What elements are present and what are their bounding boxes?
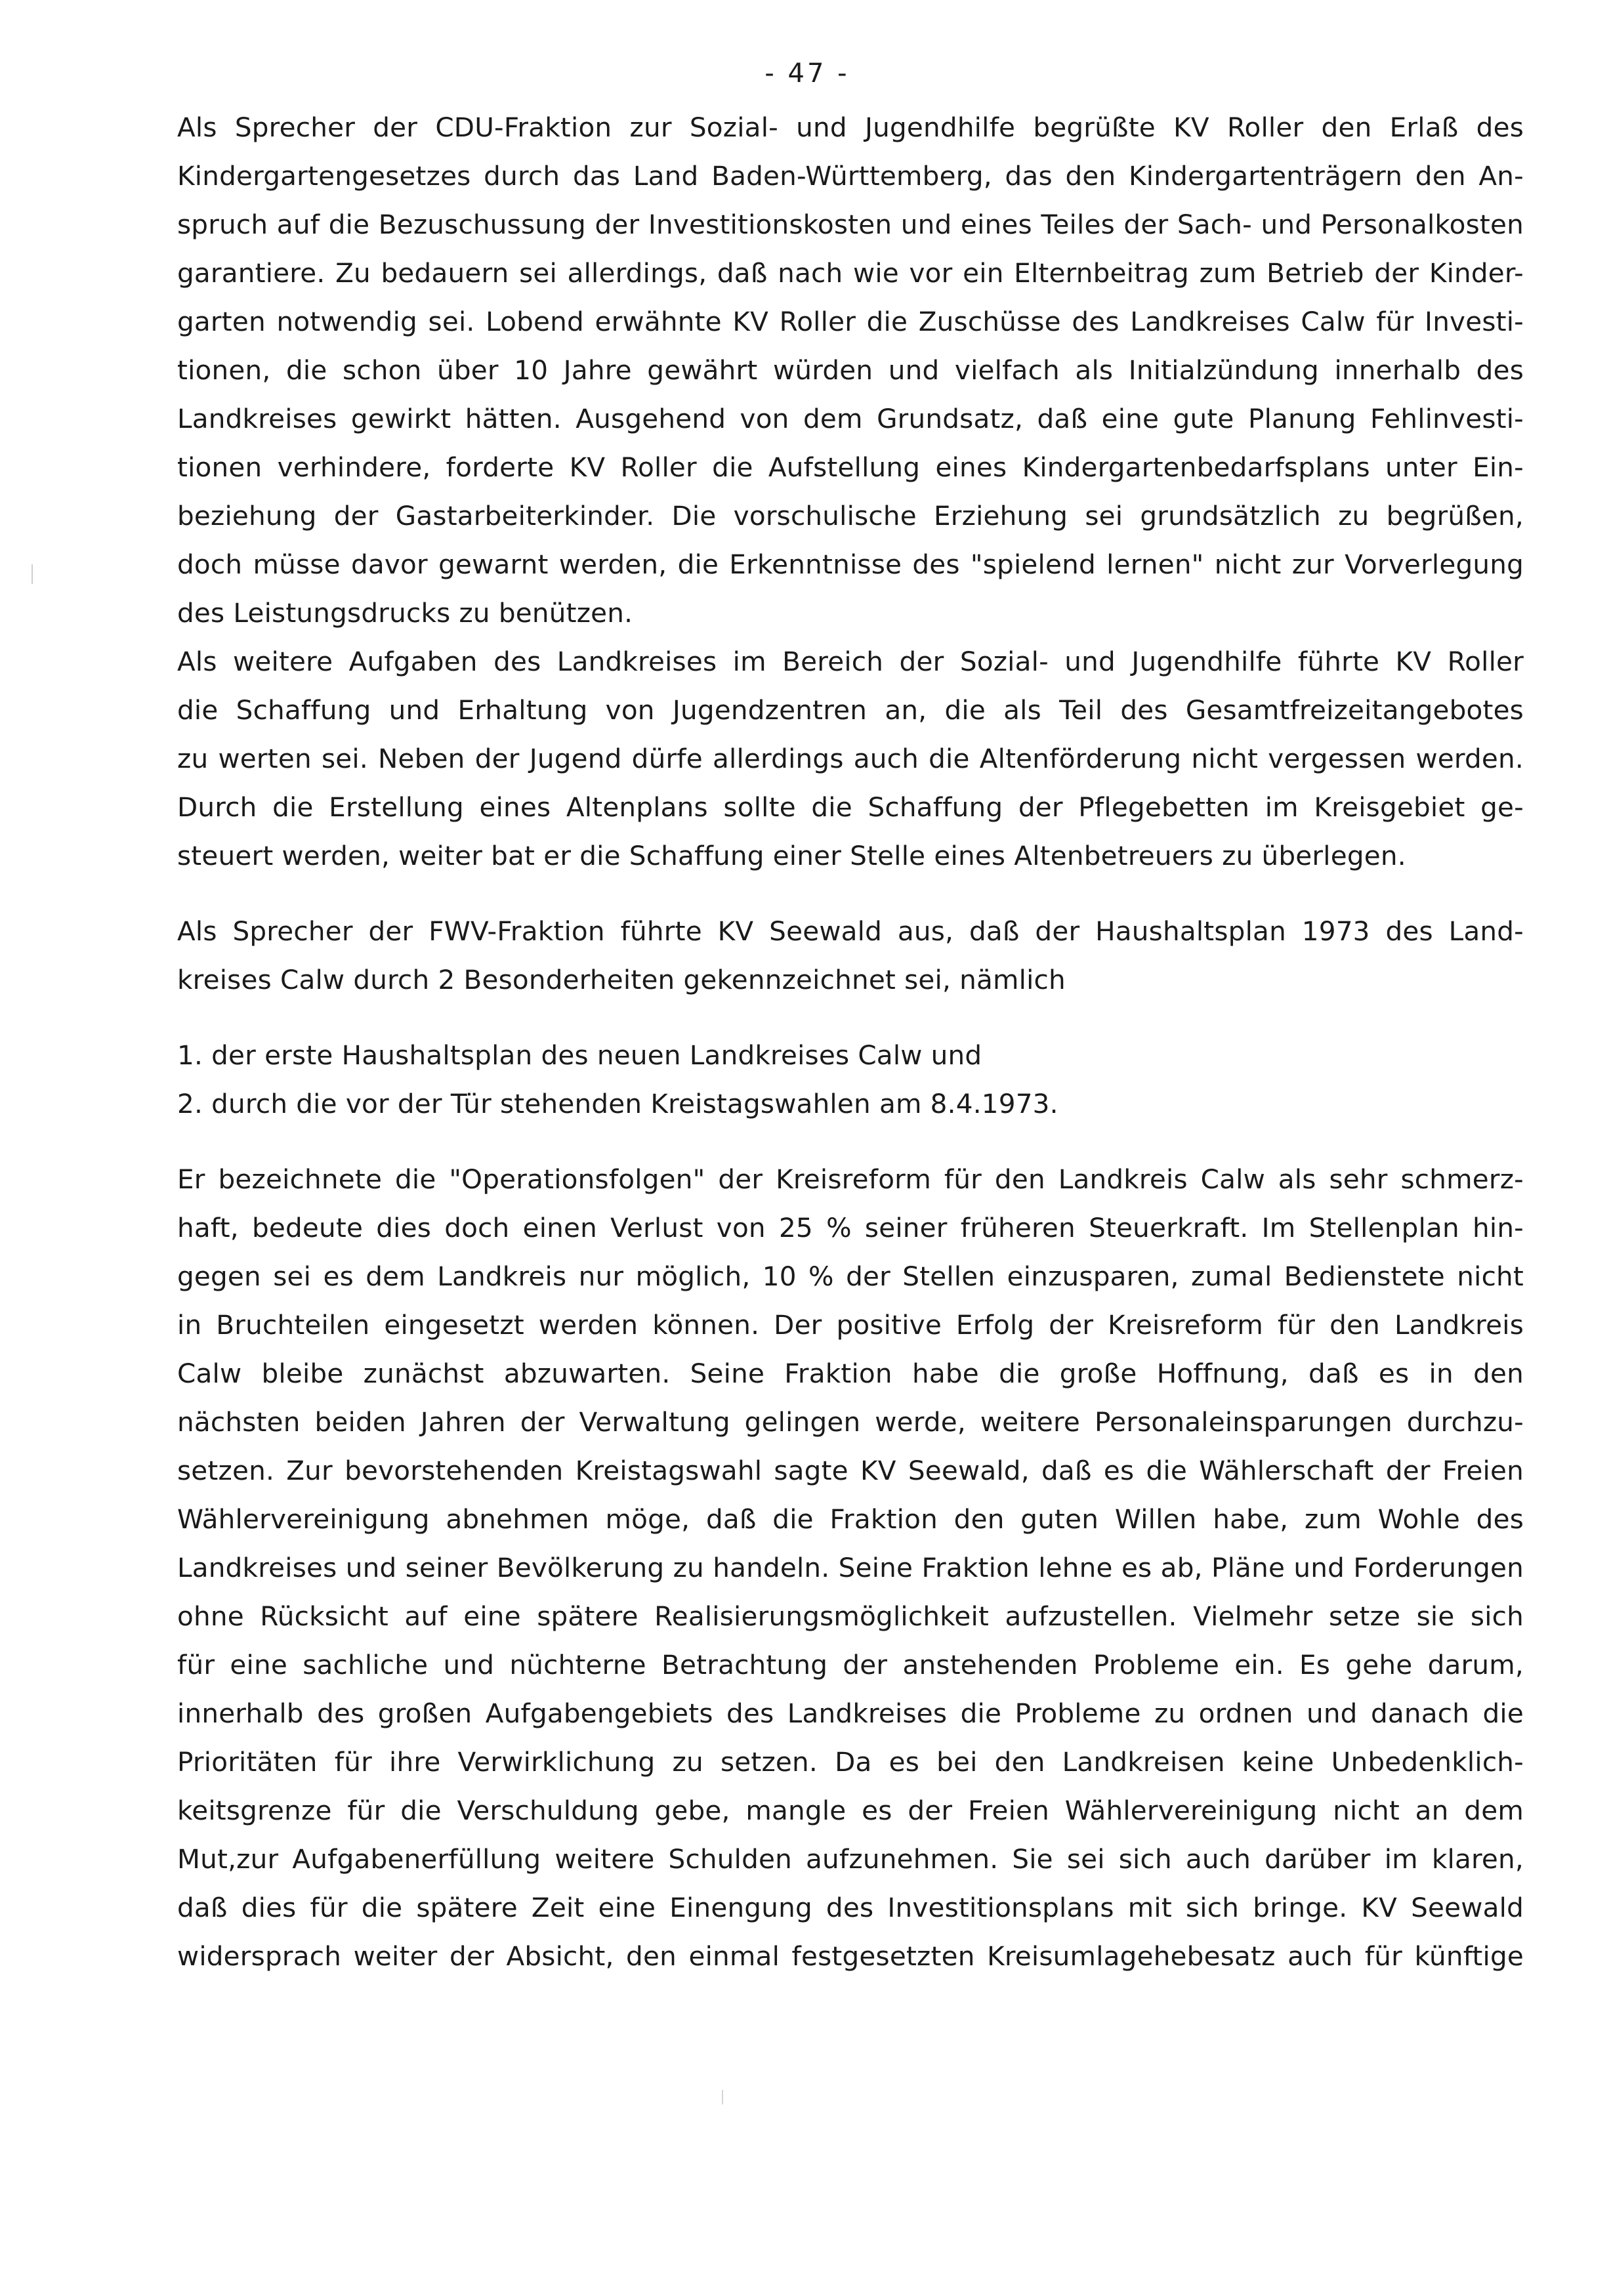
text-line: Prioritäten für ihre Verwirklichung zu setzen. Da es bei den Landkreisen keine Unbedenklich- (177, 1746, 1524, 1778)
list-item: 2. durch die vor der Tür stehenden Kreistagswahlen am 8.4.1973. (177, 1088, 1058, 1119)
text-line: Durch die Erstellung eines Altenplans sollte die Schaffung der Pflegebetten im Kreisgebiet ge- (177, 791, 1524, 823)
text-line: tionen, die schon über 10 Jahre gewährt würden und vielfach als Initialzündung innerhalb des (177, 354, 1524, 386)
text-line: die Schaffung und Erhaltung von Jugendzentren an, die als Teil des Gesamtfreizeitangebotes (177, 694, 1524, 726)
text-line: in Bruchteilen eingesetzt werden können. Der positive Erfolg der Kreisreform für den Landkreis (177, 1309, 1524, 1341)
text-line: Mut,zur Aufgabenerfüllung weitere Schulden aufzunehmen. Sie sei sich auch darüber im klaren, (177, 1843, 1524, 1875)
text-line: doch müsse davor gewarnt werden, die Erkenntnisse des "spielend lernen" nicht zur Vorverlegung (177, 549, 1524, 580)
text-line: setzen. Zur bevorstehenden Kreistagswahl sagte KV Seewald, daß es die Wählerschaft der Freien (177, 1455, 1524, 1486)
text-line: daß dies für die spätere Zeit eine Einengung des Investitionsplans mit sich bringe. KV Seewald (177, 1892, 1524, 1923)
text-line: gegen sei es dem Landkreis nur möglich, 10 % der Stellen einzusparen, zumal Bedienstete nicht (177, 1261, 1524, 1292)
page-number: - 47 - (764, 58, 850, 89)
text-line: zu werten sei. Neben der Jugend dürfe allerdings auch die Altenförderung nicht vergessen werden. (177, 743, 1524, 774)
text-line: Als Sprecher der FWV-Fraktion führte KV Seewald aus, daß der Haushaltsplan 1973 des Land- (177, 915, 1524, 947)
text-line: beziehung der Gastarbeiterkinder. Die vorschulische Erziehung sei grundsätzlich zu begrüßen, (177, 500, 1524, 532)
text-line: Als weitere Aufgaben des Landkreises im Bereich der Sozial- und Jugendhilfe führte KV Roller (177, 646, 1524, 677)
text-line: kreises Calw durch 2 Besonderheiten gekennzeichnet sei, nämlich (177, 964, 1066, 995)
text-line: garten notwendig sei. Lobend erwähnte KV Roller die Zuschüsse des Landkreises Calw für Investi- (177, 306, 1524, 337)
text-line: des Leistungsdrucks zu benützen. (177, 597, 633, 629)
text-line: für eine sachliche und nüchterne Betrachtung der anstehenden Probleme ein. Es gehe darum, (177, 1649, 1524, 1680)
text-line: nächsten beiden Jahren der Verwaltung gelingen werde, weitere Personaleinsparungen durchzu- (177, 1406, 1524, 1438)
margin-mark (31, 564, 33, 584)
text-line: Wählervereinigung abnehmen möge, daß die Fraktion den guten Willen habe, zum Wohle des (177, 1503, 1524, 1535)
text-line: Kindergartengesetzes durch das Land Baden-Württemberg, das den Kindergartenträgern den An- (177, 160, 1524, 192)
scan-mark (722, 2090, 723, 2104)
text-line: Calw bleibe zunächst abzuwarten. Seine Fraktion habe die große Hoffnung, daß es in den (177, 1358, 1524, 1389)
text-line: Landkreises und seiner Bevölkerung zu handeln. Seine Fraktion lehne es ab, Pläne und Forderungen (177, 1552, 1524, 1583)
text-line: widersprach weiter der Absicht, den einmal festgesetzten Kreisumlagehebesatz auch für künftige (177, 1940, 1524, 1972)
text-line: Als Sprecher der CDU-Fraktion zur Sozial- und Jugendhilfe begrüßte KV Roller den Erlaß des (177, 112, 1524, 143)
text-line: steuert werden, weiter bat er die Schaffung einer Stelle eines Altenbetreuers zu überlegen. (177, 840, 1406, 871)
text-line: spruch auf die Bezuschussung der Investitionskosten und eines Teiles der Sach- und Personalkosten (177, 209, 1524, 240)
text-line: ohne Rücksicht auf eine spätere Realisierungsmöglichkeit aufzustellen. Vielmehr setze sie sich (177, 1600, 1524, 1632)
text-line: keitsgrenze für die Verschuldung gebe, mangle es der Freien Wählervereinigung nicht an dem (177, 1795, 1524, 1826)
text-line: tionen verhindere, forderte KV Roller die Aufstellung eines Kindergartenbedarfsplans unter Ein- (177, 451, 1524, 483)
text-line: garantiere. Zu bedauern sei allerdings, daß nach wie vor ein Elternbeitrag zum Betrieb der Kinder- (177, 257, 1524, 289)
text-line: Er bezeichnete die "Operationsfolgen" der Kreisreform für den Landkreis Calw als sehr schmerz- (177, 1163, 1524, 1195)
text-line: Landkreises gewirkt hätten. Ausgehend von dem Grundsatz, daß eine gute Planung Fehlinvesti- (177, 403, 1524, 434)
text-line: haft, bedeute dies doch einen Verlust von 25 % seiner früheren Steuerkraft. Im Stellenplan hin- (177, 1212, 1524, 1243)
list-item: 1. der erste Haushaltsplan des neuen Landkreises Calw und (177, 1039, 982, 1071)
text-line: innerhalb des großen Aufgabengebiets des Landkreises die Probleme zu ordnen und danach die (177, 1698, 1524, 1729)
